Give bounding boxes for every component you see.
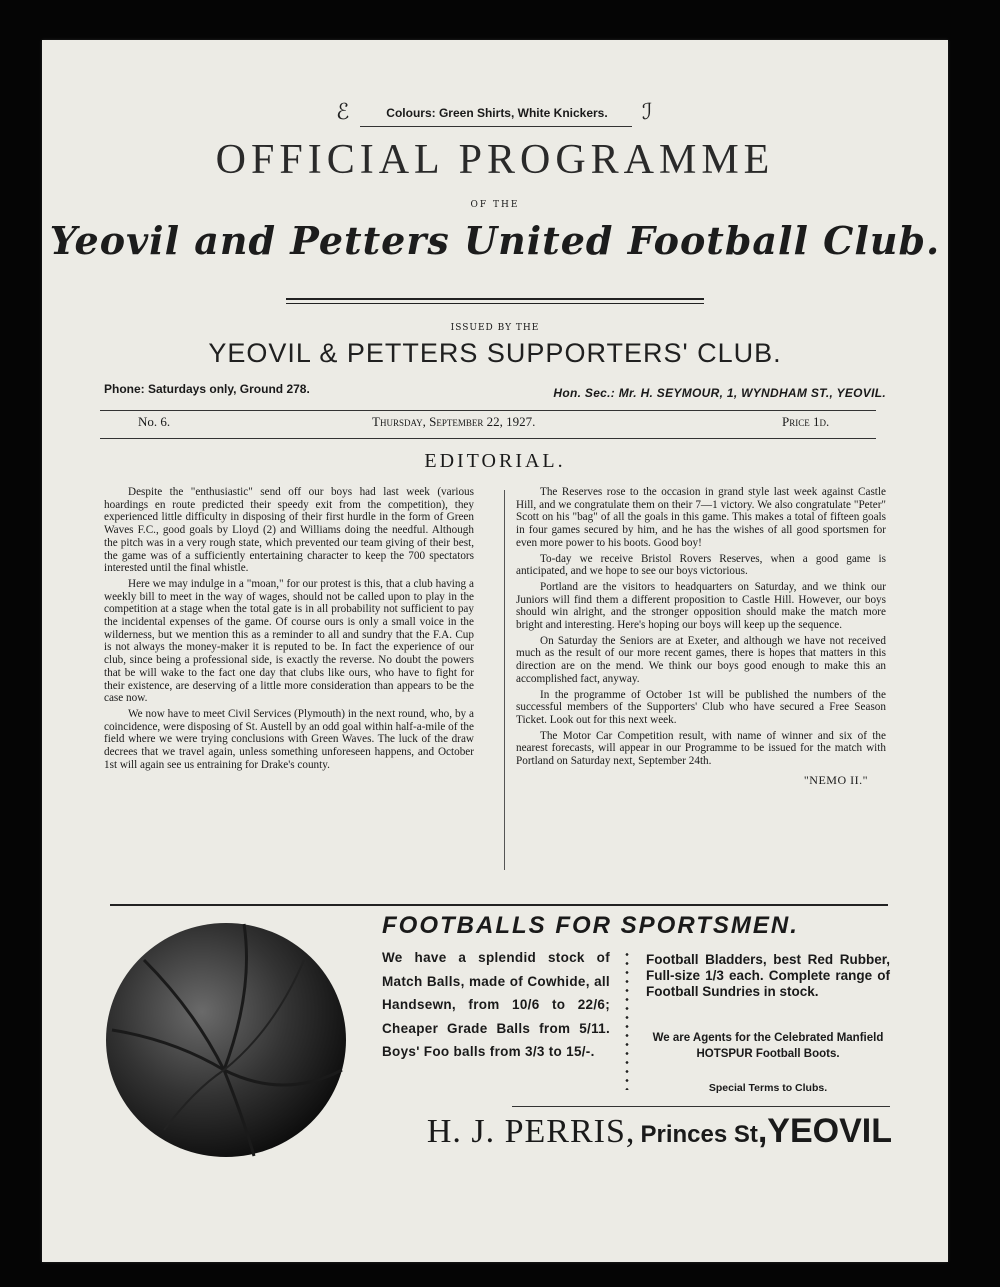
dotted-separator	[624, 950, 630, 1090]
advert-rule	[512, 1106, 890, 1107]
of-the-label: OF THE	[470, 200, 520, 210]
divider-rule	[100, 438, 876, 439]
editorial-heading: EDITORIAL.	[424, 450, 566, 472]
editorial-paragraph: Here we may indulge in a "moan," for our protest is this, that a club having a weekly bill to meet in the way of wages, should not be called upon to play in the competition at a stage when the total gate is in all probability not sufficient to pay the incidental expenses of the game. Of course ours is only a small voice in the wilderness, but we mention this as a reminder to all and sundry that the F.A. Cup is not always the money-maker it is reputed to be. In fact the experience of our club, since being a professional side, is exactly the reverse. No doubt the powers that be will wake to the fact one day that clubs like ours, who have to fight for their existence, are deserving of a little more consideration than appears to be the case now.	[104, 577, 474, 705]
column-divider	[504, 490, 505, 870]
scroll-ornament-right-icon: ℐ	[642, 100, 653, 125]
editorial-paragraph: In the programme of October 1st will be published the numbers of the successful members of the Supporters' Club who have secured a Free Season Ticket. Look out for this next week.	[516, 688, 886, 726]
divider-rule	[100, 410, 876, 411]
editorial-paragraph: We now have to meet Civil Services (Plymouth) in the next round, who, by a coincidence, were disposing of St. Austell by an odd goal within half-a-mile of the field where we were trying conclusions with Green Waves. The luck of the draw decrees that we travel again, unless something unforeseen happens, and October 1st will again see us entraining for Drake's county.	[104, 707, 474, 771]
page-title: OFFICIAL PROGRAMME	[215, 137, 775, 183]
issue-number: No. 6.	[138, 414, 171, 429]
divider-rule	[286, 303, 704, 304]
editorial-paragraph: The Motor Car Competition result, with name of winner and six of the nearest forecasts, will appear in our Programme to be issued for the match with Portland on Saturday next, September 24th.	[516, 729, 886, 768]
advertiser-street: Princes St	[640, 1121, 758, 1148]
football-illustration-icon	[104, 920, 348, 1160]
issue-price: Price 1d.	[782, 414, 830, 429]
advert-bladders-text: Football Bladders, best Red Rubber, Full-size 1/3 each. Complete range of Football Sundries in stock.	[646, 952, 890, 999]
editorial-paragraph: On Saturday the Seniors are at Exeter, and although we have not received much as the result of our more recent games, there is hopes that matters in this direction are on the mend. We think our boys good enough to make this an accomplished fact, anyway.	[516, 634, 886, 685]
advert-agents-text: We are Agents for the Celebrated Manfield HOTSPUR Football Boots.	[652, 1032, 884, 1060]
advertiser-name-text: H. J. PERRIS,	[426, 1113, 636, 1150]
advert-terms-text: Special Terms to Clubs.	[708, 1082, 828, 1094]
scroll-ornament-left-icon: ℰ	[336, 100, 350, 125]
club-name: Yeovil and Petters United Football Club.	[49, 218, 941, 263]
editorial-paragraph: Despite the "enthusiastic" send off our boys had last week (various hoardings en route predicted their speedy exit from the competition), they experienced little difficulty in disposing of their first hurdle in the form of Green Waves F.C., good goals by Lloyd (2) and Williams doing the needful. Although the pitch was in a very rough state, which prevented our team giving of their best, the game was of a sufficiently entertaining character to keep the 700 spectators interested until the final whistle.	[104, 486, 474, 575]
phone-info: Phone: Saturdays only, Ground 278.	[104, 382, 310, 396]
editorial-right-column	[516, 486, 886, 786]
advertiser-town: ,YEOVIL	[757, 1112, 892, 1150]
editorial-left-column	[104, 486, 474, 774]
advert-title: FOOTBALLS FOR SPORTSMEN.	[382, 912, 799, 939]
advert-balls-text: We have a splendid stock of Match Balls, made of Cowhide, all Handsewn, from 10/6 to 22/6; Cheaper Grade Balls from 5/11. Boys' Foo balls from 3/3 to 15/-.	[382, 950, 610, 1059]
editorial-paragraph: Portland are the visitors to headquarters on Saturday, and we think our Juniors will find them a different proposition to Castle Hill. However, our boys should win alright, and the stronger opposition should make the match more bright and interesting. Here's hoping our boys will keep up the sequence.	[516, 580, 886, 632]
editorial-signature: "NEMO II."	[803, 772, 868, 787]
advertiser-name	[362, 1112, 892, 1151]
editorial-paragraph: To-day we receive Bristol Rovers Reserves, when a good game is anticipated, and we hope to see our boys victorious.	[516, 552, 886, 578]
issued-by-label: ISSUED BY THE	[450, 323, 540, 333]
colours-line: Colours: Green Shirts, White Knickers.	[386, 106, 608, 120]
issue-date: Thursday, September 22, 1927.	[372, 414, 536, 429]
hon-sec-info: Hon. Sec.: Mr. H. SEYMOUR, 1, WYNDHAM ST., YEOVIL.	[553, 386, 886, 400]
supporters-club-name: YEOVIL & PETTERS SUPPORTERS' CLUB.	[208, 338, 782, 368]
colours-underline	[360, 126, 632, 127]
programme-page	[42, 40, 948, 1262]
editorial-paragraph: The Reserves rose to the occasion in grand style last week against Castle Hill, and we congratulate them on their 7—1 victory. We also congratulate "Peter" Scott on his "bag" of all the goals in this game. This makes a total of fifteen goals in four games secured by him, and he has the wishes of all good sportsmen for even more power to his boots. Good boy!	[516, 486, 886, 549]
advert-top-rule	[110, 904, 888, 906]
divider-rule	[286, 298, 704, 300]
